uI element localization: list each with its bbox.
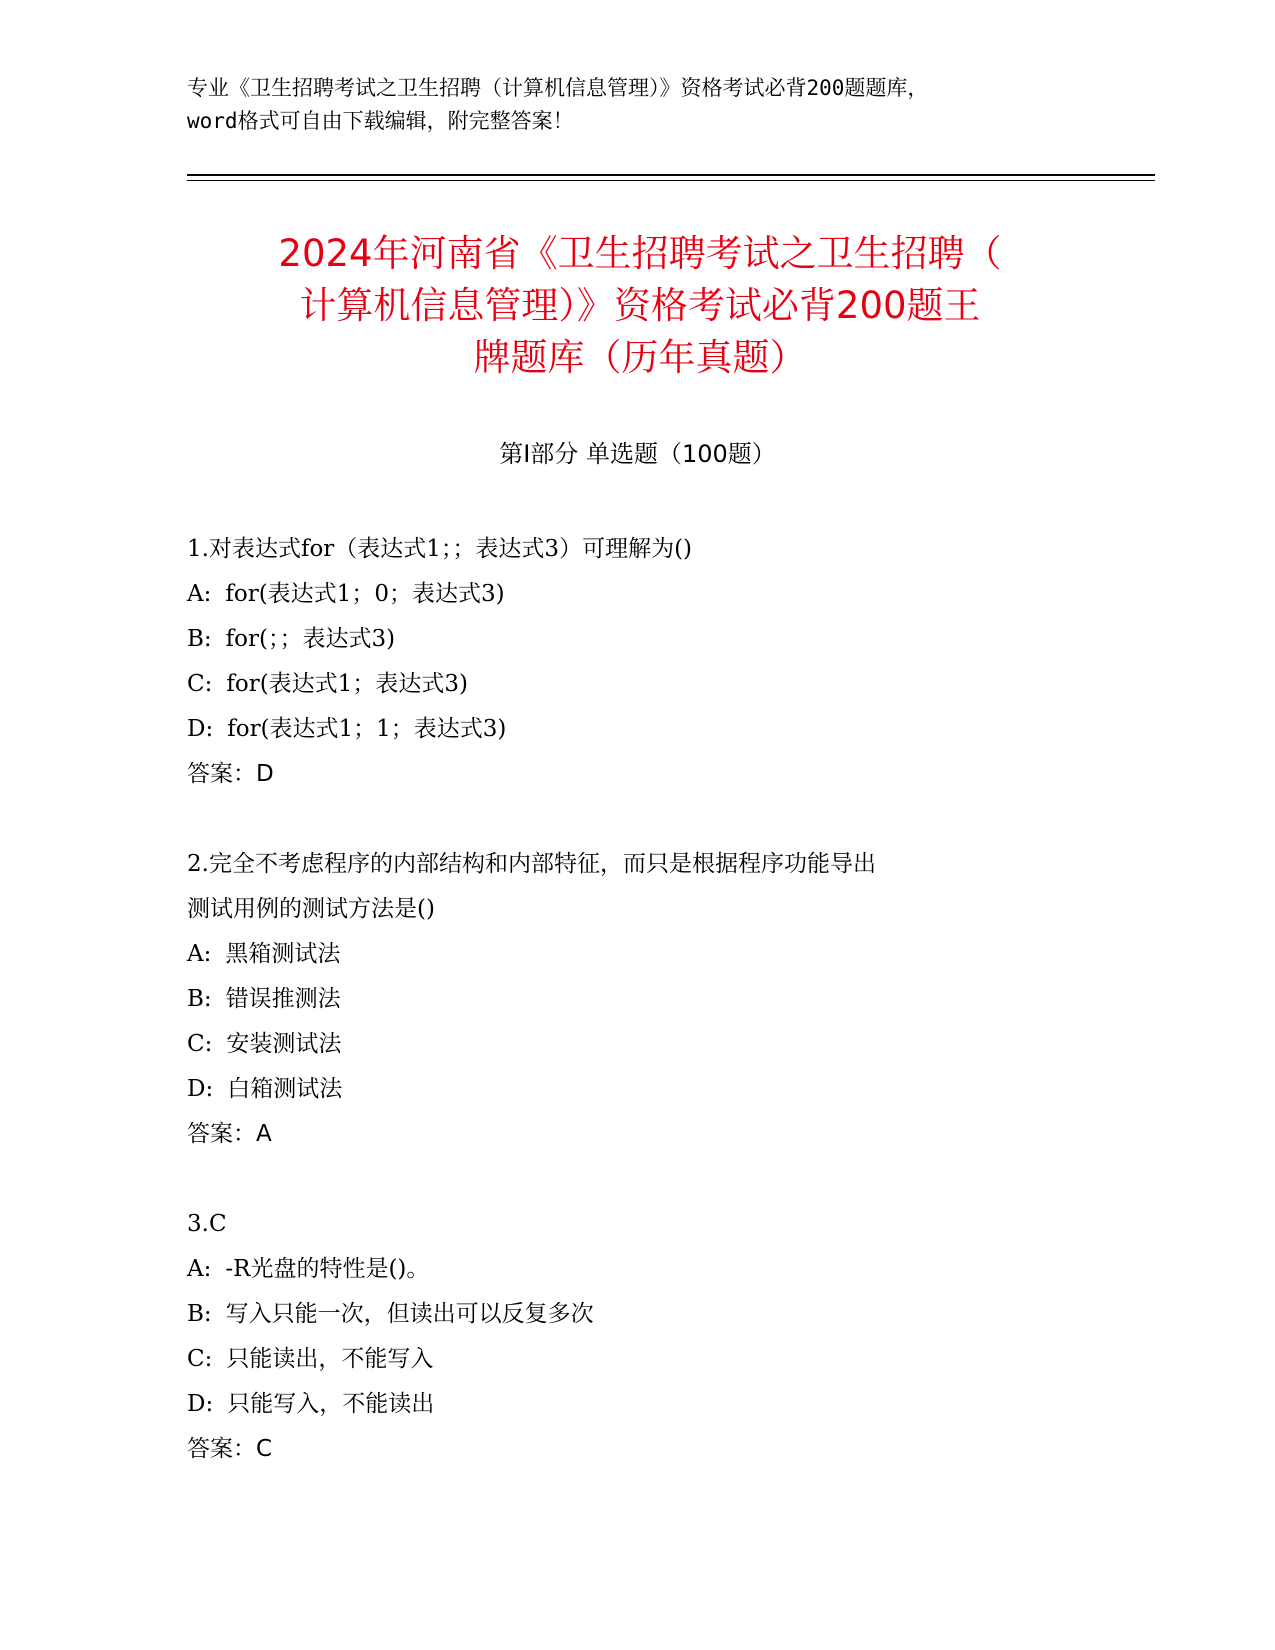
option-text: 安装测试法 bbox=[226, 1031, 342, 1057]
option-a bbox=[187, 1247, 1087, 1292]
option-b bbox=[187, 977, 1087, 1022]
option-text: -R光盘的特性是()。 bbox=[225, 1256, 430, 1282]
header-divider-thin bbox=[187, 180, 1155, 181]
option-c bbox=[187, 662, 1087, 707]
option-text: for(；；表达式3) bbox=[225, 626, 396, 652]
option-key: D: bbox=[187, 716, 214, 742]
title-line: 计算机信息管理）》资格考试必背200题王 bbox=[299, 284, 981, 327]
option-text: for(表达式1；0；表达式3) bbox=[225, 581, 505, 607]
document-title bbox=[160, 228, 1120, 384]
option-d bbox=[187, 707, 1087, 752]
option-d bbox=[187, 1382, 1087, 1427]
header-note-line: 专业《卫生招聘考试之卫生招聘（计算机信息管理）》资格考试必背200题题库， bbox=[187, 76, 929, 100]
question-item bbox=[187, 527, 1087, 797]
option-key: C: bbox=[187, 1031, 213, 1057]
question-list bbox=[187, 527, 1087, 1517]
option-d bbox=[187, 1067, 1087, 1112]
option-c bbox=[187, 1337, 1087, 1382]
header-note bbox=[187, 72, 1087, 138]
option-b bbox=[187, 617, 1087, 662]
option-key: C: bbox=[187, 1346, 213, 1372]
option-key: A: bbox=[187, 941, 212, 967]
option-key: A: bbox=[187, 1256, 212, 1282]
answer-line: 答案：D bbox=[187, 761, 274, 787]
option-text: 白箱测试法 bbox=[227, 1076, 343, 1102]
option-text: for(表达式1；1；表达式3) bbox=[227, 716, 507, 742]
question-item bbox=[187, 1202, 1087, 1472]
option-a bbox=[187, 572, 1087, 617]
option-key: D: bbox=[187, 1076, 214, 1102]
section-heading: 第Ⅰ部分 单选题（100题） bbox=[499, 440, 776, 468]
question-item bbox=[187, 842, 1087, 1157]
option-key: A: bbox=[187, 581, 212, 607]
option-text: 只能写入，不能读出 bbox=[227, 1391, 435, 1417]
option-text: 写入只能一次，但读出可以反复多次 bbox=[225, 1301, 594, 1327]
option-text: for(表达式1；表达式3) bbox=[226, 671, 468, 697]
header-note-line: word格式可自由下载编辑，附完整答案！ bbox=[187, 109, 574, 133]
option-key: D: bbox=[187, 1391, 214, 1417]
option-text: 只能读出，不能写入 bbox=[226, 1346, 434, 1372]
answer-line: 答案：A bbox=[187, 1121, 272, 1147]
option-key: B: bbox=[187, 1301, 212, 1327]
option-key: C: bbox=[187, 671, 213, 697]
question-stem: 3.C bbox=[187, 1211, 227, 1237]
option-c bbox=[187, 1022, 1087, 1067]
option-text: 错误推测法 bbox=[225, 986, 341, 1012]
title-line: 牌题库（历年真题） bbox=[473, 336, 807, 379]
option-a bbox=[187, 932, 1087, 977]
option-key: B: bbox=[187, 626, 212, 652]
option-key: B: bbox=[187, 986, 212, 1012]
question-stem: 1.对表达式for（表达式1；；表达式3）可理解为() bbox=[187, 536, 693, 562]
question-stem-continued: 测试用例的测试方法是() bbox=[187, 896, 435, 922]
header-divider-thick bbox=[187, 174, 1155, 176]
option-text: 黑箱测试法 bbox=[225, 941, 341, 967]
question-stem: 2.完全不考虑程序的内部结构和内部特征，而只是根据程序功能导出 bbox=[187, 851, 876, 877]
answer-line: 答案：C bbox=[187, 1436, 273, 1462]
title-line: 2024年河南省《卫生招聘考试之卫生招聘（ bbox=[278, 232, 1002, 275]
option-b bbox=[187, 1292, 1087, 1337]
